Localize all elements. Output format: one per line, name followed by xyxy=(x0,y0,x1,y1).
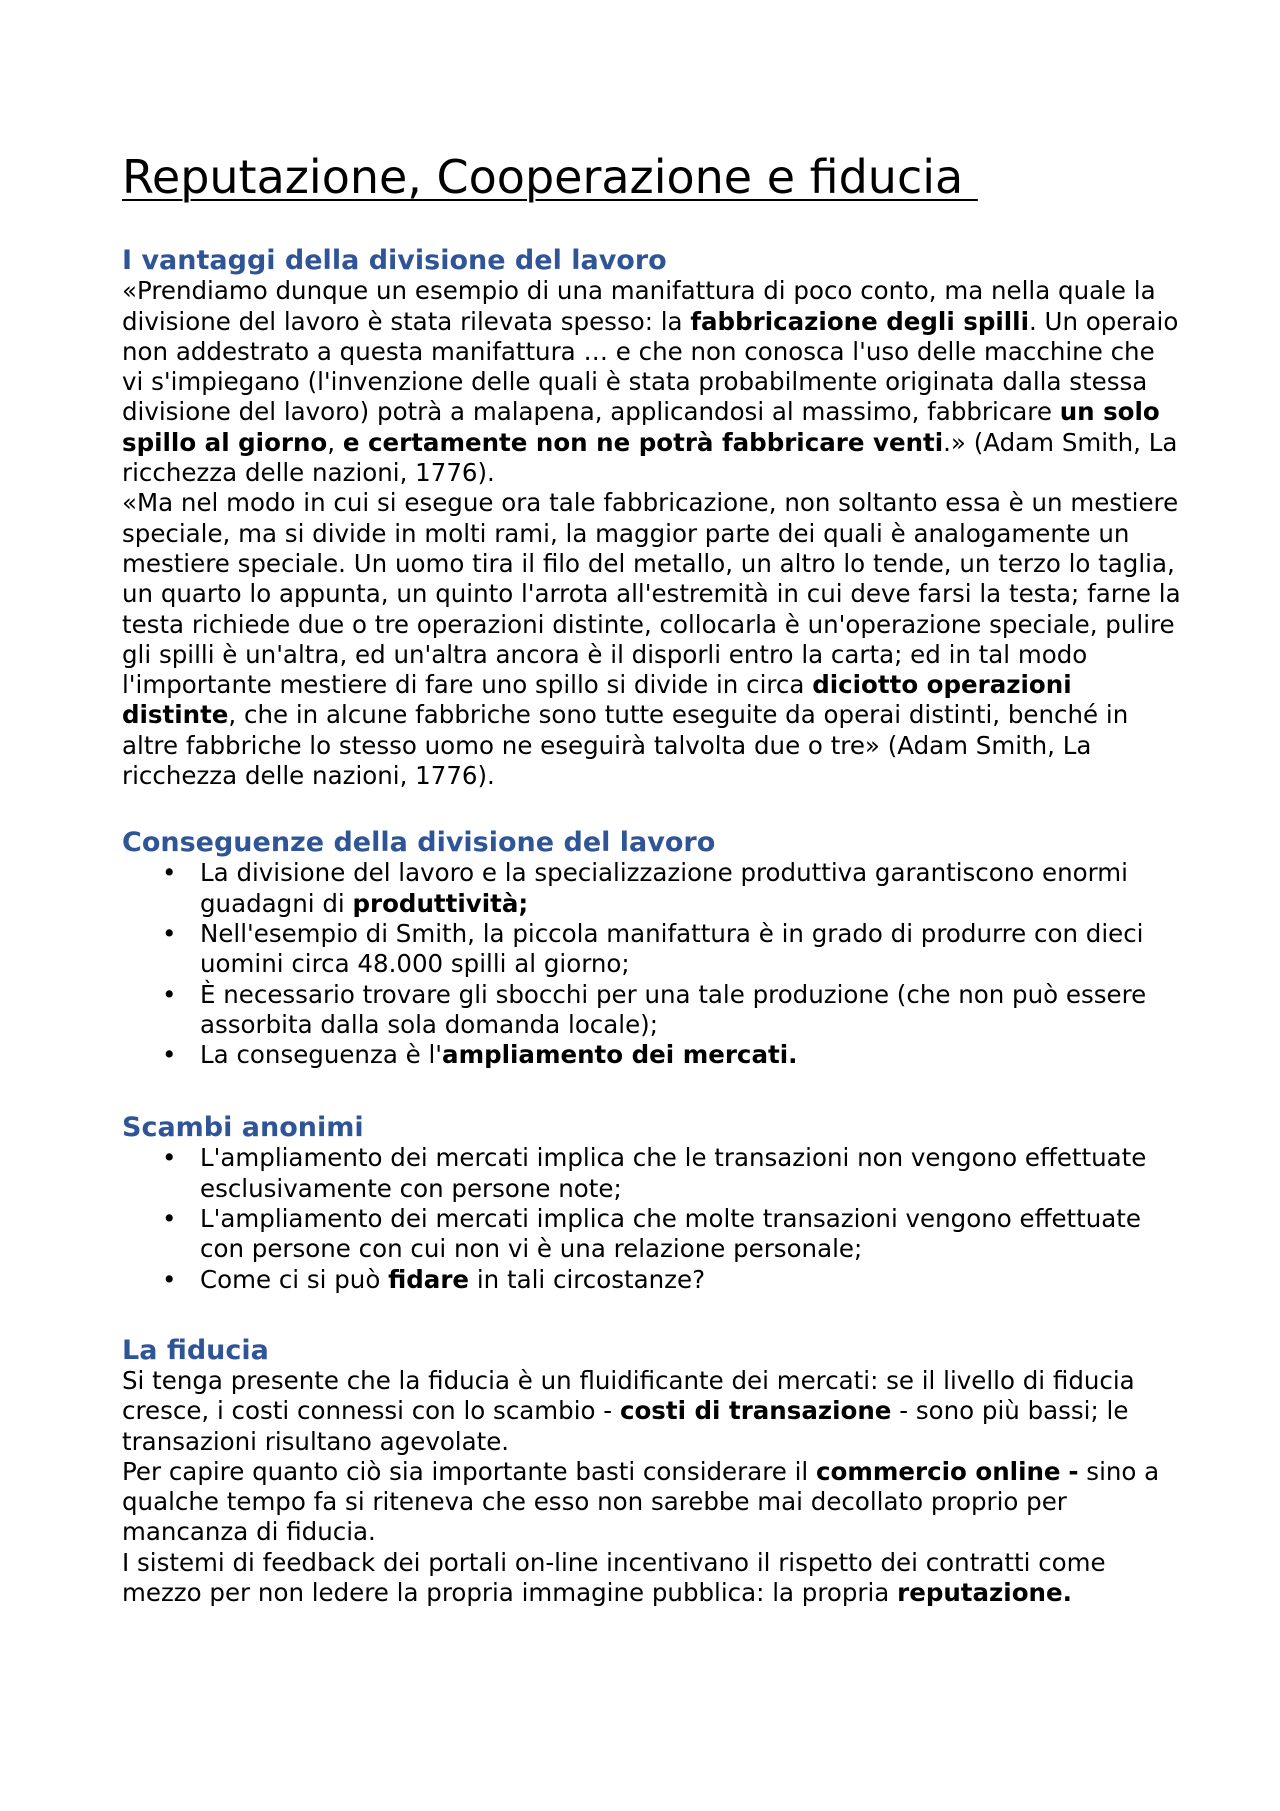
list-item xyxy=(122,858,1182,919)
section-fiducia xyxy=(122,1335,1182,1608)
section-conseguenze xyxy=(122,827,1182,1070)
text-run: Si tenga presente che la fiducia è un fluidificante dei mercati: se il livello di fiducia cresce, i costi connessi con lo scambio - xyxy=(122,1365,1135,1426)
paragraph xyxy=(122,276,1182,488)
bullet-icon: • xyxy=(162,1204,177,1234)
text-run: .» (Adam Smith, La ricchezza delle nazioni, 1776). xyxy=(122,427,1178,488)
section-scambi-anonimi xyxy=(122,1112,1182,1295)
section-heading: Scambi anonimi xyxy=(122,1112,364,1144)
text-run: «Ma nel modo in cui si esegue ora tale fabbricazione, non soltanto essa è un mestiere speciale, ma si divide in molti rami, la maggior parte dei quali è analogamente un mestiere speciale. Un uomo tira il filo del metallo, un altro lo tende, un terzo lo taglia, un quarto lo appunta, un quinto l'arrota all'estremità in cui deve farsi la testa; farne la testa richiede due o tre operazioni distinte, collocarla è un'operazione speciale, pulire gli spilli è un'altra, ed un'altra ancora è il disporli entro la carta; ed in tal modo l'importante mestiere di fare uno spillo si divide in circa xyxy=(122,488,1181,700)
paragraph xyxy=(122,1548,1182,1609)
bold-text: un solo spillo al giorno xyxy=(122,397,1160,457)
bold-text: reputazione. xyxy=(897,1578,1072,1608)
text-run: , xyxy=(327,427,343,457)
bold-text: e certamente non ne potrà fabbricare venti xyxy=(342,427,944,457)
bold-text: ampliamento dei mercati. xyxy=(442,1040,798,1070)
document-page xyxy=(122,150,1182,1644)
text-run: - sono più bassi; le transazioni risultano agevolate. xyxy=(122,1396,1129,1456)
bullet-icon: • xyxy=(162,1040,177,1070)
bold-text: costi di transazione xyxy=(619,1396,892,1426)
text-run: L'ampliamento dei mercati implica che le transazioni non vengono effettuate esclusivamente con persone note; xyxy=(200,1143,1147,1203)
text-run: sino a qualche tempo fa si riteneva che esso non sarebbe mai decollato proprio per mancanza di fiducia. xyxy=(122,1456,1160,1547)
bullet-list xyxy=(122,858,1182,1070)
paragraph xyxy=(122,1457,1182,1548)
list-item xyxy=(122,919,1182,980)
section-heading: Conseguenze della divisione del lavoro xyxy=(122,827,716,859)
bullet-icon: • xyxy=(162,1264,177,1294)
section-heading: La fiducia xyxy=(122,1334,269,1366)
section-heading: I vantaggi della divisione del lavoro xyxy=(122,245,667,277)
section-body xyxy=(122,1366,1182,1608)
list-item xyxy=(122,1143,1182,1204)
list-item xyxy=(122,980,1182,1041)
text-run: in tali circostanze? xyxy=(469,1264,706,1294)
bullet-icon: • xyxy=(162,918,177,948)
bullet-list xyxy=(122,1143,1182,1294)
list-item xyxy=(122,1040,1182,1070)
text-run: È necessario trovare gli sbocchi per una tale produzione (che non può essere assorbita dalla sola domanda locale); xyxy=(200,979,1147,1039)
text-run: Per capire quanto ciò sia importante basti considerare il xyxy=(122,1456,817,1486)
text-run: I sistemi di feedback dei portali on-line incentivano il rispetto dei contratti come mezzo per non ledere la propria immagine pubblica: la propria xyxy=(122,1547,1106,1608)
text-run: Nell'esempio di Smith, la piccola manifattura è in grado di produrre con dieci uomini circa 48.000 spilli al giorno; xyxy=(200,918,1144,979)
text-run: Come ci si può xyxy=(200,1264,389,1294)
section-vantaggi xyxy=(122,245,1182,791)
list-item xyxy=(122,1265,1182,1295)
paragraph xyxy=(122,1366,1182,1457)
bullet-icon: • xyxy=(162,858,177,888)
bold-text: - xyxy=(1068,1456,1079,1486)
text-run: , che in alcune fabbriche sono tutte eseguite da operai distinti, benché in altre fabbriche lo stesso uomo ne eseguirà talvolta due o tre» (Adam Smith, La ricchezza delle nazioni, 1776). xyxy=(122,700,1129,790)
text-run: La conseguenza è l' xyxy=(200,1040,443,1070)
list-item xyxy=(122,1204,1182,1265)
section-body xyxy=(122,276,1182,791)
bold-text: fabbricazione degli spilli xyxy=(690,306,1029,336)
text-run: La divisione del lavoro e la specializzazione produttiva garantiscono enormi guadagni di xyxy=(200,858,1128,918)
bold-text: fidare xyxy=(388,1264,470,1294)
bold-text: commercio online xyxy=(816,1456,1061,1486)
bold-text: diciotto operazioni distinte xyxy=(122,670,1072,730)
text-run: L'ampliamento dei mercati implica che molte transazioni vengono effettuate con persone con cui non vi è una relazione personale; xyxy=(200,1204,1141,1264)
bold-text: produttività; xyxy=(352,888,529,918)
text-run: «Prendiamo dunque un esempio di una manifattura di poco conto, ma nella quale la divisione del lavoro è stata rilevata spesso: la xyxy=(122,276,1156,336)
text-run: . Un operaio non addestrato a questa manifattura … e che non conosca l'uso delle macchine che vi s'impiegano (l'invenzione delle quali è stata probabilmente originata dalla stessa divisione del lavoro) potrà a malapena, applicandosi al massimo, fabbricare xyxy=(122,306,1179,427)
bullet-icon: • xyxy=(162,1143,177,1173)
document-title: Reputazione, Cooperazione e fiducia xyxy=(122,150,978,204)
paragraph xyxy=(122,488,1182,791)
bullet-icon: • xyxy=(162,979,177,1009)
